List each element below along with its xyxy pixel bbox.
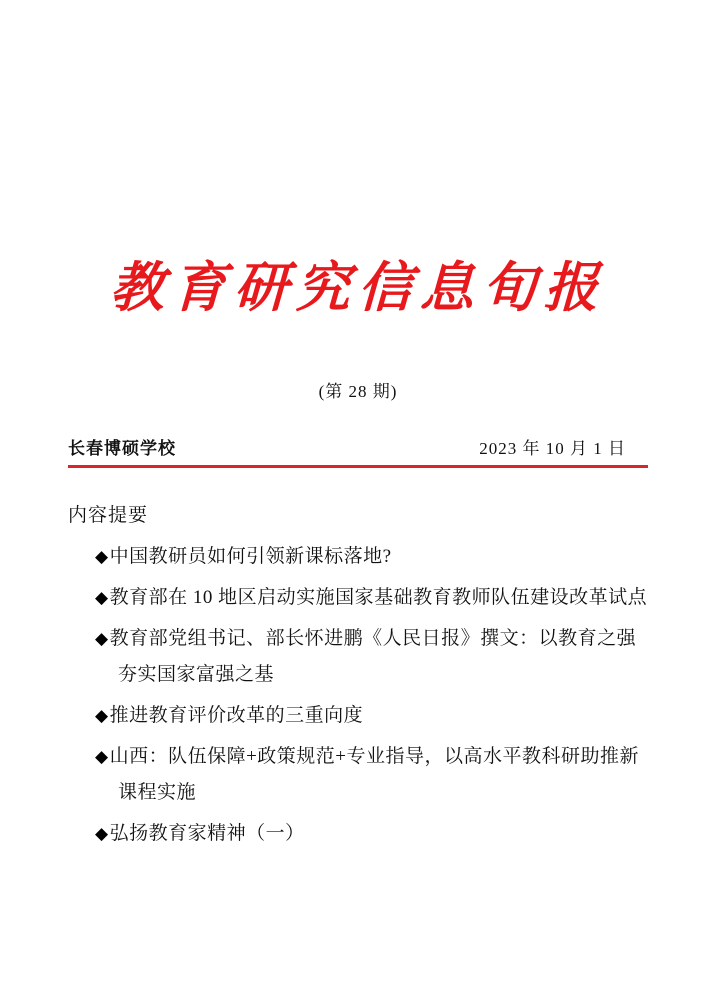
summary-item-text: 弘扬教育家精神（一）	[109, 822, 305, 844]
summary-list	[68, 539, 648, 852]
diamond-bullet-icon: ◆	[95, 587, 109, 607]
issue-number: (第 28 期)	[318, 381, 398, 401]
summary-item	[68, 621, 648, 693]
summary-item	[68, 816, 648, 852]
header-row	[68, 434, 648, 459]
summary-item-text: 教育部在 10 地区启动实施国家基础教育教师队伍建设改革试点	[109, 586, 648, 608]
diamond-bullet-icon: ◆	[95, 746, 109, 766]
summary-item	[68, 580, 648, 616]
summary-item-text: 推进教育评价改革的三重向度	[109, 704, 364, 726]
diamond-bullet-icon: ◆	[95, 705, 109, 725]
summary-item	[68, 698, 648, 734]
issue-date: 2023 年 10 月 1 日	[479, 438, 626, 458]
red-divider-rule	[68, 465, 648, 468]
summary-item-text: 教育部党组书记、部长怀进鹏《人民日报》撰文：以教育之强夯实国家富强之基	[109, 627, 637, 685]
summary-heading: 内容提要	[68, 504, 149, 526]
diamond-bullet-icon: ◆	[95, 546, 109, 566]
diamond-bullet-icon: ◆	[95, 628, 109, 648]
newsletter-masthead-title: 教育研究信息旬报	[108, 258, 608, 318]
summary-item-text: 山西：队伍保障+政策规范+专业指导，以高水平教科研助推新课程实施	[109, 745, 640, 803]
diamond-bullet-icon: ◆	[95, 823, 109, 843]
organization-name: 长春博硕学校	[68, 438, 176, 458]
summary-item	[68, 539, 648, 575]
summary-item-text: 中国教研员如何引领新课标落地?	[109, 545, 392, 567]
summary-item	[68, 739, 648, 811]
